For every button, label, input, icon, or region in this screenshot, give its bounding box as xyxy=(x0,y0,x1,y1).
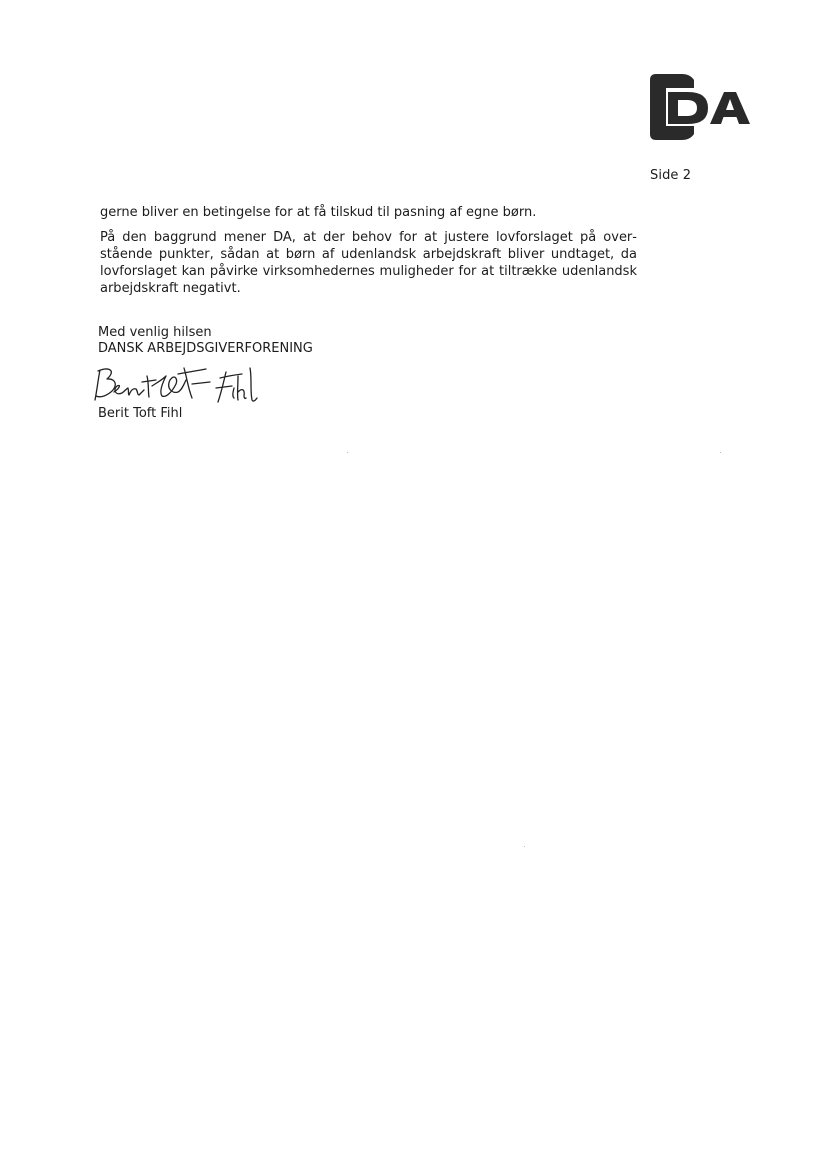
scan-speck xyxy=(720,452,721,453)
page-number: Side 2 xyxy=(650,168,692,183)
body-paragraph-1: gerne bliver en betingelse for at få tilskud til pasning af egne børn. xyxy=(100,205,537,220)
closing-organization: DANSK ARBEJDSGIVERFORENING xyxy=(98,341,313,356)
closing-greeting: Med venlig hilsen xyxy=(98,325,212,340)
handwritten-signature xyxy=(92,362,262,408)
da-logo xyxy=(650,74,760,140)
letter-closing xyxy=(98,325,313,357)
signer-name: Berit Toft Fihl xyxy=(98,406,183,421)
body-paragraph-2: På den baggrund mener DA, at der behov for at justere lovforslaget på overstående punkter, sådan at børn af udenlandsk arbejdskraft bliver undtaget, da lovforslaget kan påvirke virksomhedernes muligheder for at tiltrække udenlandsk arbejdskraft negativt. xyxy=(100,230,637,296)
letter-body xyxy=(100,204,637,305)
scan-speck xyxy=(347,452,348,453)
scan-speck xyxy=(524,846,525,847)
